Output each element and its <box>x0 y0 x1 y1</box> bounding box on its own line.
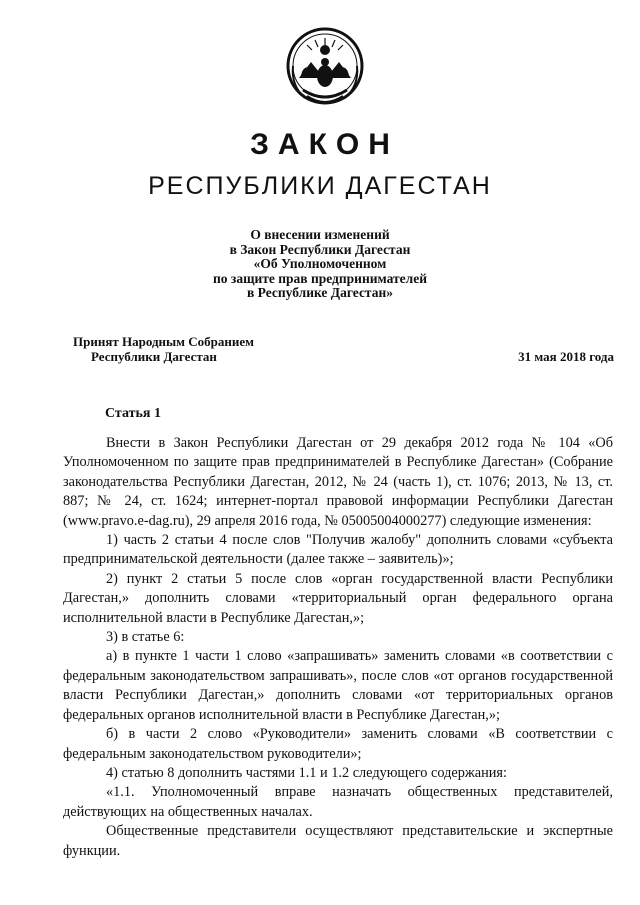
paragraph: Общественные представители осуществляют представительские и экспертные функции. <box>63 823 613 859</box>
heading-line: в Республике Дагестан» <box>246 285 394 300</box>
law-subtitle: РЕСПУБЛИКИ ДАГЕСТАН <box>148 172 492 200</box>
paragraph: «1.1. Уполномоченный вправе назначать общественных представителей, действующих на общественных началах. <box>63 784 613 820</box>
article-body <box>63 434 613 861</box>
dagestan-coat-of-arms-icon <box>285 26 365 116</box>
law-title: ЗАКОН <box>250 128 399 161</box>
adoption-date: 31 мая 2018 года <box>518 349 614 364</box>
article-title: Статья 1 <box>105 406 161 421</box>
paragraph: 3) в статье 6: <box>106 629 185 646</box>
heading-line: О внесении изменений <box>250 227 390 242</box>
paragraph: 4) статью 8 дополнить частями 1.1 и 1.2 следующего содержания: <box>106 764 507 781</box>
paragraph: а) в пункте 1 части 1 слово «запрашивать» заменить словами «в соответствии с федеральным законодательством запрашивать», после слов «от органов государственной власти Республики Дагестан,» дополнить словами «от территориальных органов федеральных органов исполнительной власти в Республике Дагестан,»; <box>63 648 613 723</box>
heading-line: по защите прав предпринимателей <box>213 270 427 286</box>
paragraph: 2) пункт 2 статьи 5 после слов «орган государственной власти Республики Дагестан,» дополнить словами «территориальный орган федерального органа исполнительной власти в Республике Дагестан,»; <box>63 570 613 626</box>
paragraph: 1) часть 2 статьи 4 после слов "Получив жалобу" дополнить словами «субъекта предпринимательской деятельности (далее также – заявитель)»; <box>63 532 613 568</box>
paragraph: б) в части 2 слово «Руководители» заменить словами «В соответствии с федеральным законодательством руководители»; <box>63 726 613 762</box>
adoption-statement <box>73 334 254 364</box>
document-heading <box>0 228 640 301</box>
heading-line: в Закон Республики Дагестан <box>229 241 411 257</box>
heading-line: «Об Уполномоченном <box>253 256 387 271</box>
adoption-line-2: Республики Дагестан <box>91 349 217 364</box>
adoption-line-1: Принят Народным Собранием <box>73 334 255 349</box>
paragraph: Внести в Закон Республики Дагестан от 29 декабря 2012 года № 104 «Об Уполномоченном по защите прав предпринимателей в Республике Дагестан» (Собрание законодательства Республики Дагестан, 2012, № 24 (часть 1), ст. 1076; 2013, № 13, ст. 887; № 24, ст. 1624; интернет-портал правовой информации Республики Дагестан (www.pravo.e-dag.ru), 29 апреля 2016 года, № 05005004000277) следующие изменения: <box>63 435 613 529</box>
